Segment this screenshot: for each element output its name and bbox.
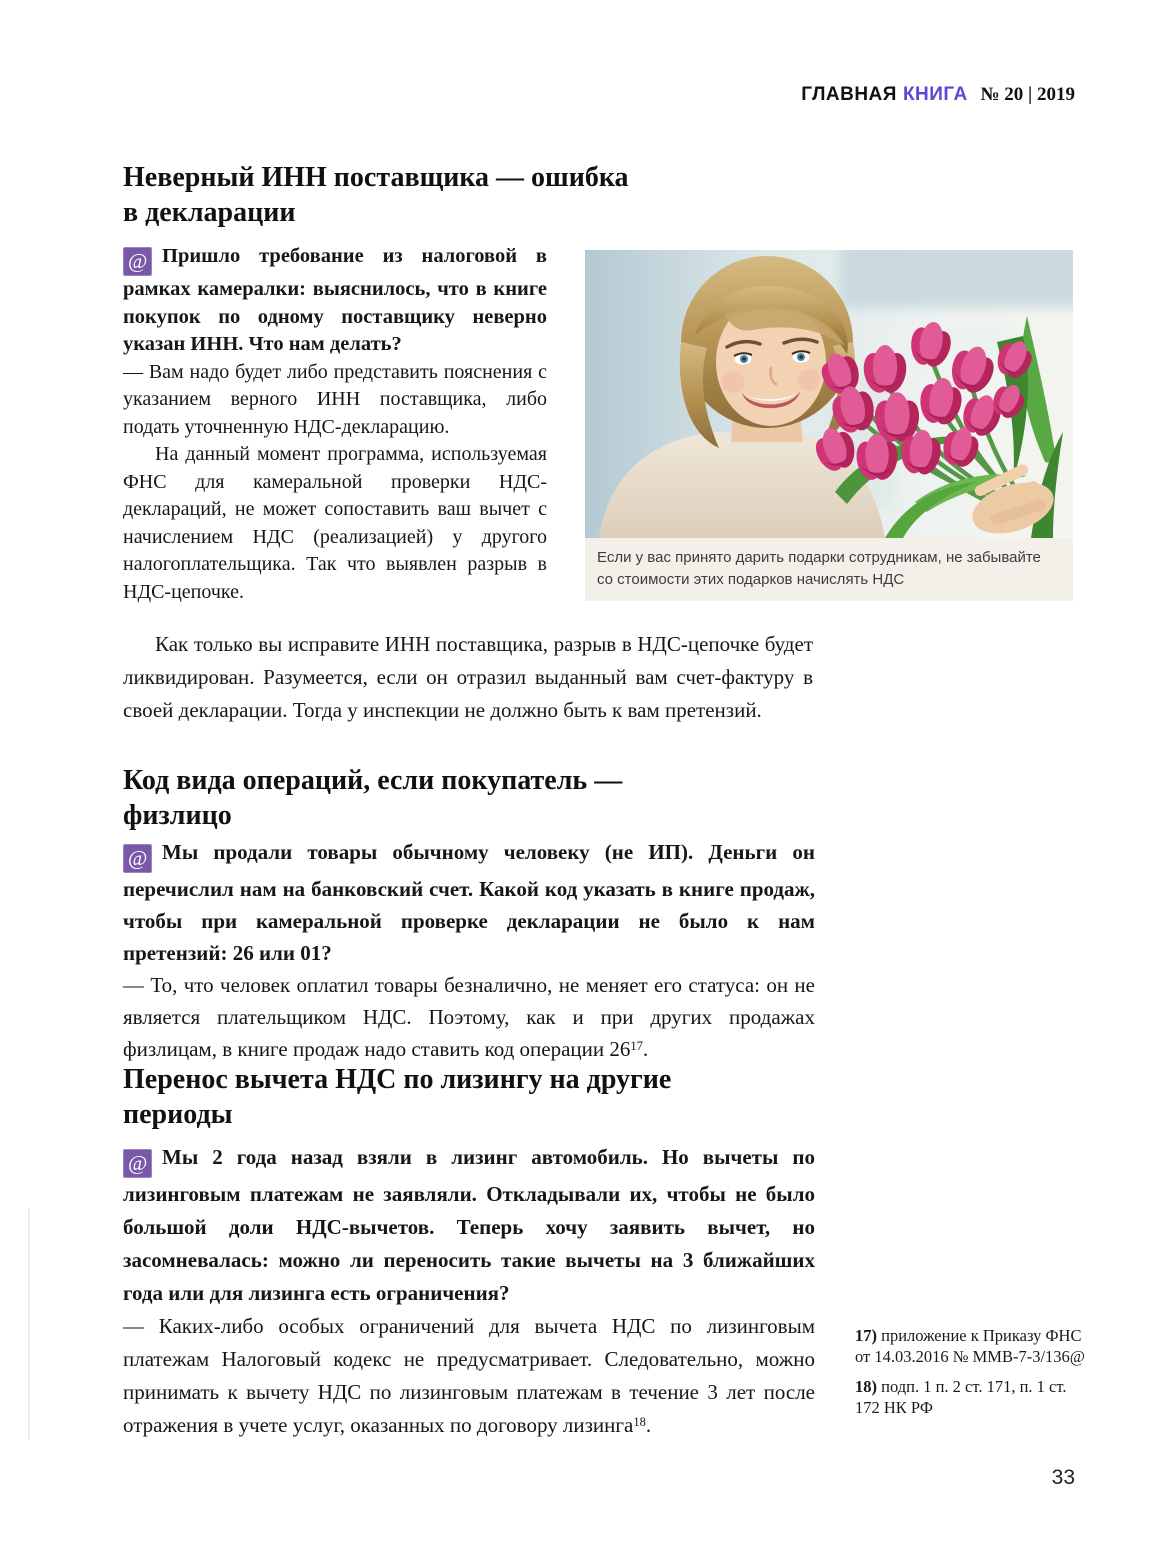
article-2-text — [123, 836, 815, 1065]
footnotes-column — [855, 1325, 1087, 1427]
heading-line: Неверный ИНН поставщика — ошибка — [123, 162, 629, 193]
heading-line: Перенос вычета НДС по лизингу на другие — [123, 1064, 672, 1095]
photo — [585, 250, 1073, 601]
footnote-number: 18) — [855, 1377, 877, 1396]
answer-text-tail: . — [642, 1037, 649, 1061]
page-header — [801, 84, 1075, 106]
article-1-answer-p2: На данный момент программа, используемая ФНС для камеральной проверки НДС-деклараций, не может сопоставить ваш вычет с начислением НДС (реализацией) у другого налогоплательщика. Так что выявлен разрыв в НДС-цепочке. — [123, 443, 547, 603]
footnote-text: приложение к Приказу ФНС от 14.03.2016 № ММВ-7-3/136@ — [855, 1326, 1085, 1366]
magazine-title: ГЛАВНАЯ — [801, 84, 897, 105]
issue-number: № 20 | 2019 — [980, 84, 1075, 105]
answer-text-tail: . — [645, 1413, 652, 1437]
heading-line: в декларации — [123, 197, 296, 228]
footnote-ref-17: 17 — [630, 1039, 643, 1053]
page-number: 33 — [1051, 1466, 1075, 1489]
woman-with-tulips-illustration — [585, 250, 1073, 538]
article-2-answer — [123, 969, 815, 1065]
magazine-title-accent: КНИГА — [902, 84, 968, 105]
footnote-ref-18: 18 — [633, 1415, 646, 1429]
question-at-icon: @ — [123, 247, 152, 276]
article-1-answer-p3: Как только вы исправите ИНН поставщика, разрыв в НДС-цепочке будет ликвидирован. Разумеется, если он отразил выданный вам счет-фактуру в своей декларации. Тогда у инспекции не должно быть к вам претензий. — [123, 632, 813, 722]
photo-caption: Если у вас принято дарить подарки сотрудникам, не забывайте со стоимости этих подарков начислять НДС — [585, 538, 1073, 601]
heading-line: физлицо — [123, 800, 232, 831]
article-1-question — [123, 243, 547, 359]
footnote-text: подп. 1 п. 2 ст. 171, п. 1 ст. 172 НК РФ — [855, 1377, 1067, 1417]
article-2-heading — [123, 763, 823, 833]
question-text: Мы продали товары обычному человеку (не ИП). Деньги он перечислил нам на банковский счет. Какой код указать в книге продаж, чтобы при камеральной проверке декларации не было к нам претензий: 26 или 01? — [123, 840, 815, 965]
answer-text: — Каких-либо особых ограничений для вычета НДС по лизинговым платежам Налоговый кодекс не предусматривает. Следовательно, можно принимать к вычету НДС по лизинговым платежам в течение 3 лет после отражения в учете услуг, оказанных по договору лизинга — [123, 1314, 815, 1437]
question-at-icon: @ — [123, 844, 152, 873]
footnote-number: 17) — [855, 1326, 877, 1345]
article-3-text — [123, 1141, 815, 1442]
question-text: Мы 2 года назад взяли в лизинг автомобиль. Но вычеты по лизинговым платежам не заявляли. Откладывали их, чтобы не было большой доли НДС-вычетов. Теперь хочу заявить вычет, но засомневалась: можно ли переносить такие вычеты на 3 ближайших года или для лизинга есть ограничения? — [123, 1145, 815, 1305]
answer-text: — То, что человек оплатил товары безналично, не меняет его статуса: он не является плательщиком НДС. Поэтому, как и при других продажах физлицам, в книге продаж надо ставить код операции 26 — [123, 973, 815, 1061]
footnote-18 — [855, 1376, 1087, 1418]
footnote-17 — [855, 1325, 1087, 1367]
article-3-heading — [123, 1062, 823, 1132]
heading-line: периоды — [123, 1099, 233, 1130]
article-3-question — [123, 1141, 815, 1310]
question-at-icon: @ — [123, 1149, 152, 1178]
article-3-answer — [123, 1310, 815, 1442]
left-margin-rule — [28, 1208, 30, 1440]
question-text: Пришло требование из налоговой в рамках камералки: выяснилось, что в книге покупок по одному поставщику неверно указан ИНН. Что нам делать? — [123, 245, 547, 355]
article-1-heading — [123, 160, 763, 230]
article-1-answer-p1: — Вам надо будет либо представить пояснения с указанием верного ИНН поставщика, либо подать уточненную НДС-декларацию. — [123, 360, 547, 438]
article-2-question — [123, 836, 815, 969]
heading-line: Код вида операций, если покупатель — — [123, 765, 623, 796]
article-1-text-column — [123, 243, 547, 606]
